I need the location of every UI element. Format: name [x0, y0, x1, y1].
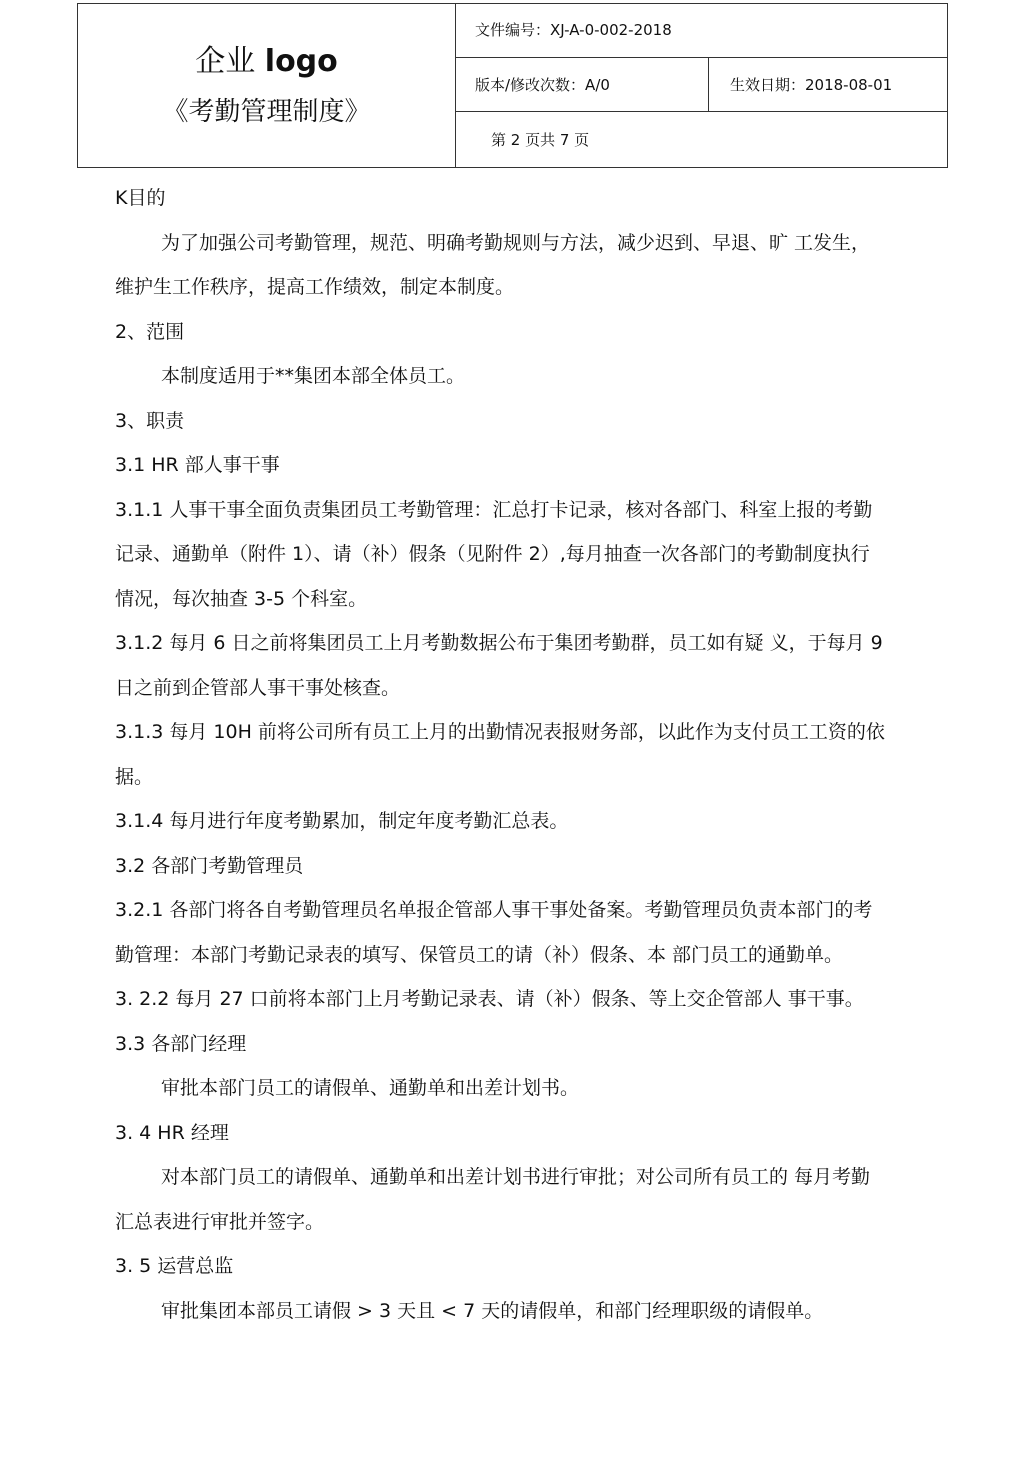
subsection-heading: 3.1 HR 部人事干事 [115, 454, 280, 476]
logo-word: logo [264, 44, 338, 79]
paragraph-line: 3.1.1 人事干事全面负责集团员工考勤管理：汇总打卡记录，核对各部门、科室上报的考勤 [115, 498, 873, 521]
paragraph-line: 3.2.1 各部门将各自考勤管理员名单报企管部人事干事处备案。考勤管理员负责本部门的考 [115, 899, 873, 921]
paragraph-line: 记录、通勤单（附件 1）、请（补）假条（见附件 2）,每月抽查一次各部门的考勤制度执行 [115, 543, 870, 565]
paragraph-line: 3.1.2 每月 6 日之前将集团员工上月考勤数据公布于集团考勤群，员工如有疑 义，于每月 9 [115, 632, 883, 654]
paragraph-line: 日之前到企管部人事干事处核查。 [115, 676, 401, 699]
section-heading-responsibilities: 3、职责 [115, 409, 185, 432]
header-logo-cell [78, 4, 456, 167]
document-header-table [77, 3, 948, 168]
subsection-heading: 3.2 各部门考勤管理员 [115, 854, 304, 877]
subsection-heading: 3. 4 HR 经理 [115, 1121, 229, 1144]
effective-date: 生效日期：2018-08-01 [709, 58, 947, 112]
document-title: 《考勤管理制度》 [162, 97, 371, 127]
document-number: 文件编号：XJ-A-0-002-2018 [456, 4, 947, 58]
paragraph-line: 3.1.3 每月 10H 前将公司所有员工上月的出勤情况表报财务部，以此作为支付员工工资的依 [115, 721, 885, 743]
section-heading-purpose: K目的 [115, 187, 166, 209]
company-logo [78, 42, 455, 82]
page-info: 第 2 页共 7 页 [491, 131, 590, 149]
paragraph-line: 本制度适用于**集团本部全体员工。 [161, 365, 466, 387]
paragraph-line: 审批本部门员工的请假单、通勤单和出差计划书。 [161, 1077, 580, 1099]
document-body [115, 176, 965, 1333]
paragraph-line: 情况，每次抽查 3-5 个科室。 [115, 587, 368, 610]
subsection-heading: 3.3 各部门经理 [115, 1032, 247, 1055]
paragraph-line: 据。 [115, 765, 154, 788]
section-heading-scope: 2、范围 [115, 320, 185, 343]
paragraph-line: 勤管理：本部门考勤记录表的填写、保管员工的请（补）假条、本 部门员工的通勤单。 [115, 943, 844, 966]
logo-prefix: 企业 [195, 44, 265, 79]
paragraph-line: 3.1.4 每月进行年度考勤累加，制定年度考勤汇总表。 [115, 810, 569, 832]
paragraph-line: 对本部门员工的请假单、通勤单和出差计划书进行审批；对公司所有员工的 每月考勤 [161, 1166, 871, 1188]
paragraph-line: 3. 2.2 每月 27 口前将本部门上月考勤记录表、请（补）假条、等上交企管部人 事干事。 [115, 988, 864, 1010]
version-number: 版本/修改次数：A/0 [456, 58, 709, 112]
paragraph-line: 审批集团本部员工请假 > 3 天且 < 7 天的请假单，和部门经理职级的请假单。 [161, 1299, 824, 1322]
paragraph-line: 维护生工作秩序，提高工作绩效，制定本制度。 [115, 276, 515, 298]
paragraph-line: 汇总表进行审批并签字。 [115, 1210, 325, 1233]
paragraph-line: 为了加强公司考勤管理，规范、明确考勤规则与方法，减少迟到、早退、旷 工发生， [161, 231, 871, 254]
subsection-heading: 3. 5 运营总监 [115, 1255, 234, 1277]
